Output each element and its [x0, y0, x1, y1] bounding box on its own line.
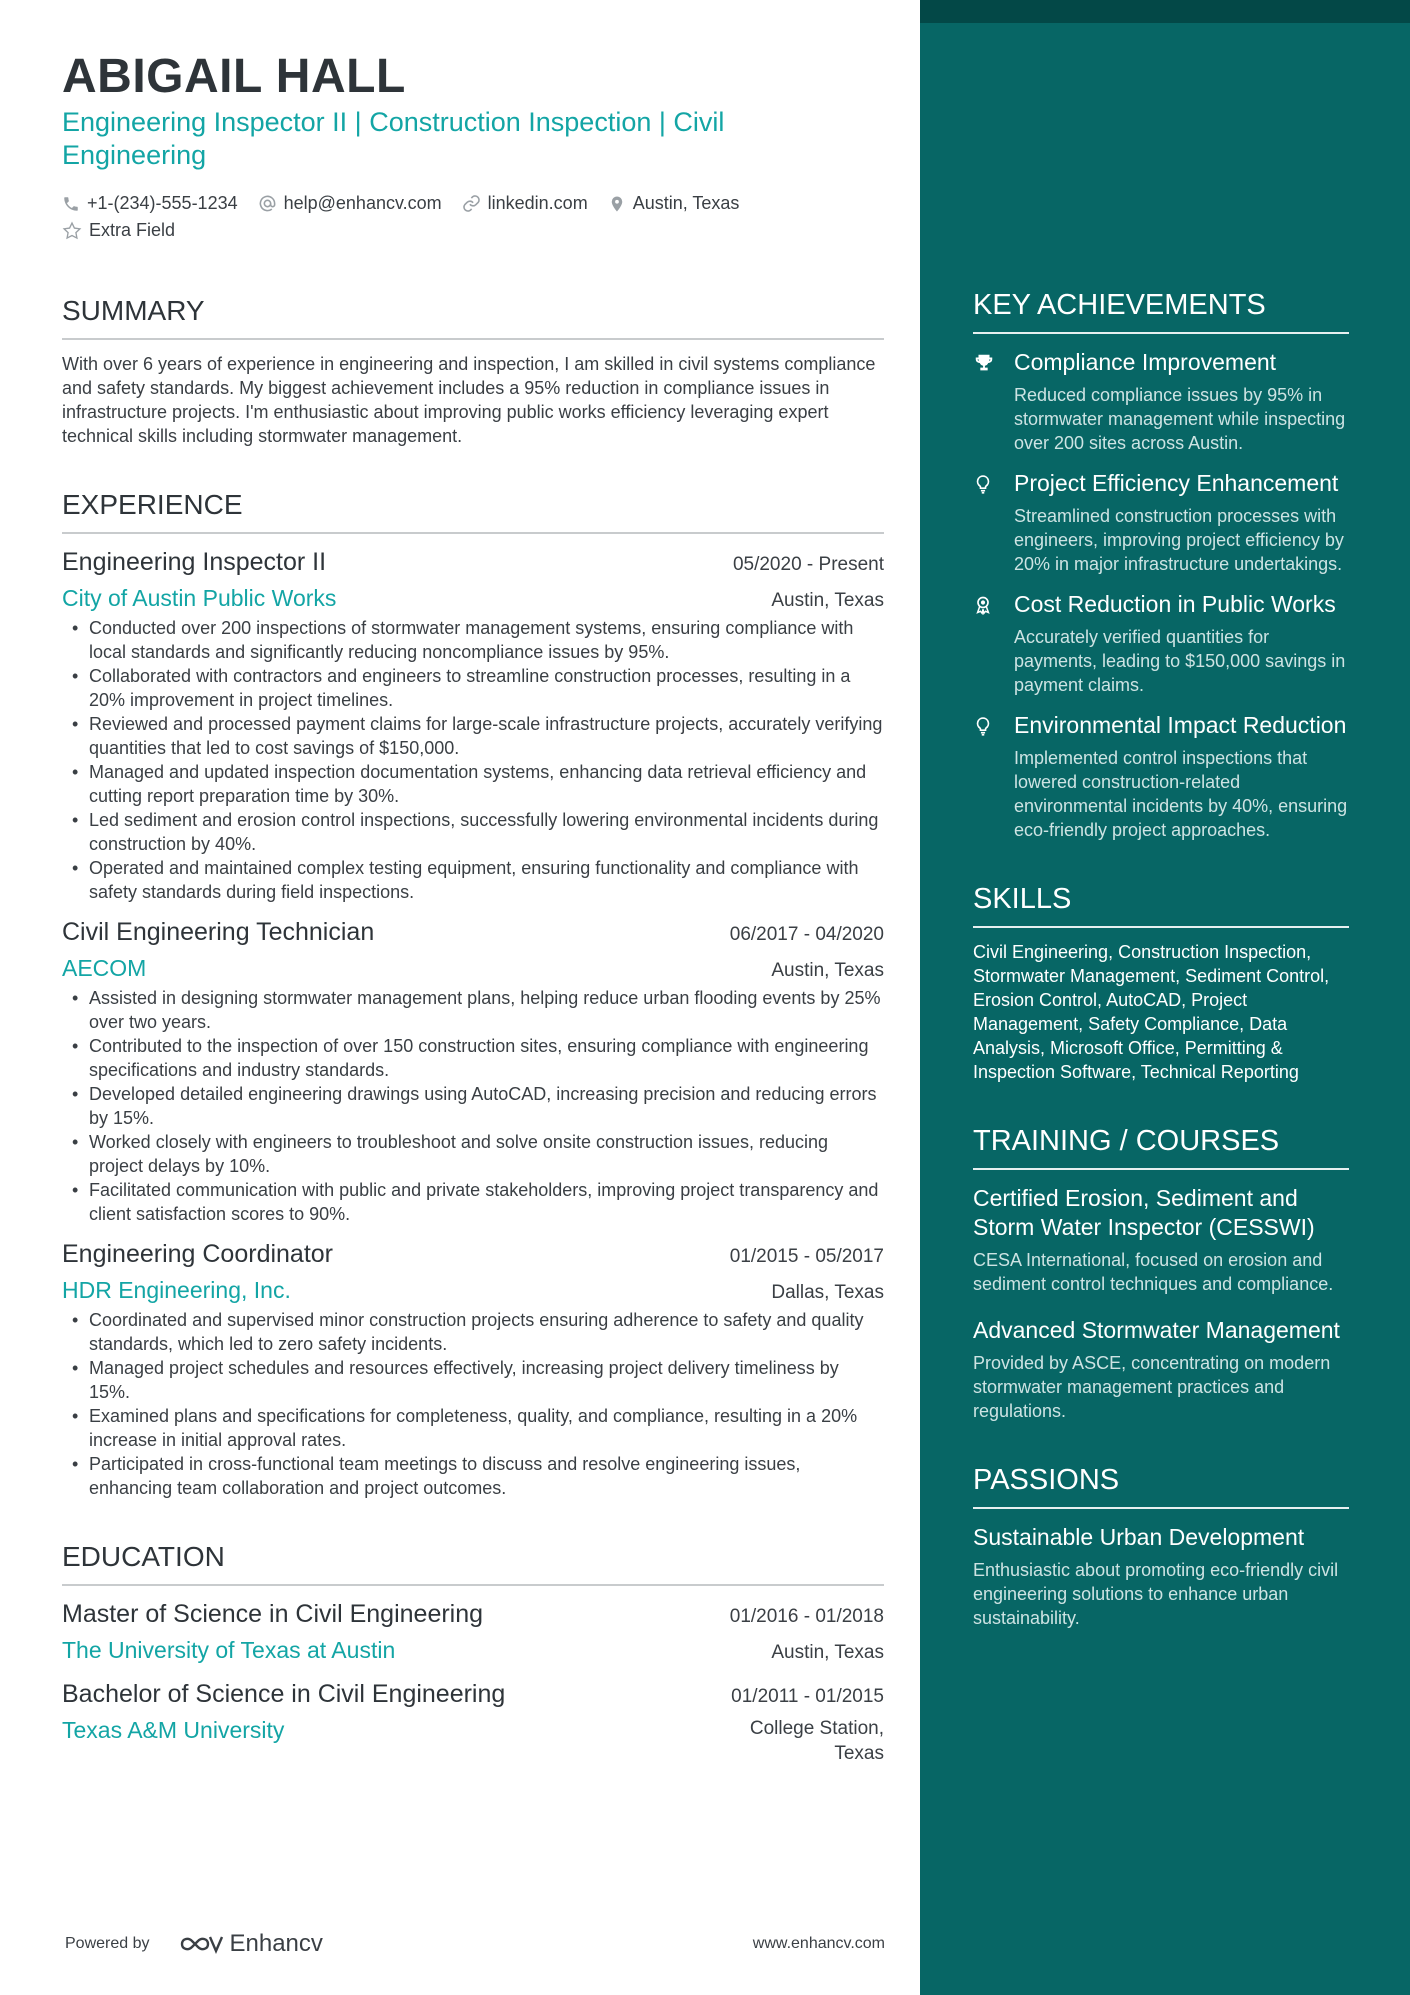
education-entry — [62, 1598, 884, 1666]
achievement-item — [973, 590, 1349, 697]
job-bullets — [62, 616, 884, 904]
bullet-item: • Reviewed and processed payment claims for large-scale infrastructure projects, accurately verifying quantities that led to cost savings of $150,000. — [62, 712, 884, 760]
bullet-item: • Conducted over 200 inspections of stormwater management systems, ensuring compliance with local standards and significantly reducing noncompliance issues by 95%. — [62, 616, 884, 664]
education-location: Austin, Texas — [771, 1642, 884, 1663]
skills-section — [973, 882, 1349, 1084]
course-item — [973, 1316, 1349, 1423]
location-text: Austin, Texas — [632, 193, 740, 213]
bullet-item: • Participated in cross-functional team meetings to discuss and resolve engineering issues, enhancing team collaboration and project outcomes. — [62, 1452, 884, 1500]
achievement-title: Environmental Impact Reduction — [1014, 712, 1347, 738]
achievement-title: Project Efficiency Enhancement — [1014, 470, 1339, 496]
job-role: Engineering Inspector II — [62, 548, 327, 576]
passions-section — [973, 1463, 1349, 1630]
brand-name: Enhancv — [229, 1930, 323, 1957]
contact-linkedin[interactable] — [462, 190, 588, 217]
achievement-desc: Reduced compliance issues by 95% in stormwater management while inspecting over 200 sites across Austin. — [1014, 385, 1346, 453]
education-section — [62, 1540, 884, 1766]
skills-title: SKILLS — [973, 882, 1349, 928]
bullet-item: • Contributed to the inspection of over 150 construction sites, ensuring compliance with engineering specifications and industry standards. — [62, 1034, 884, 1082]
bullet-item: • Led sediment and erosion control inspections, successfully lowering environmental incidents during construction by 40%. — [62, 808, 884, 856]
award-icon — [973, 594, 993, 616]
education-title: EDUCATION — [62, 1540, 884, 1586]
job-entry — [62, 546, 884, 904]
bullet-item: • Managed and updated inspection documentation systems, enhancing data retrieval efficiency and cutting report preparation time by 30%. — [62, 760, 884, 808]
at-icon — [258, 194, 277, 213]
degree: Bachelor of Science in Civil Engineering — [62, 1680, 506, 1708]
course-desc: CESA International, focused on erosion and sediment control techniques and compliance. — [973, 1250, 1334, 1294]
bullet-item: • Collaborated with contractors and engineers to streamline construction processes, resulting in a 20% improvement in project timelines. — [62, 664, 884, 712]
main-column — [62, 50, 884, 1766]
summary-section — [62, 294, 884, 448]
bullet-item: • Coordinated and supervised minor construction projects ensuring adherence to safety and quality standards, which led to zero safety incidents. — [62, 1308, 884, 1356]
achievement-desc: Implemented control inspections that lowered construction-related environmental incidents by 40%, ensuring eco-friendly project approaches. — [1014, 748, 1348, 840]
bullet-item: • Facilitated communication with public and private stakeholders, improving project transparency and client satisfaction scores to 90%. — [62, 1178, 884, 1226]
job-company: City of Austin Public Works — [62, 585, 337, 611]
sidebar — [920, 0, 1410, 1995]
job-location: Austin, Texas — [771, 590, 884, 611]
achievement-title: Cost Reduction in Public Works — [1014, 591, 1336, 617]
website-link[interactable]: www.enhancv.com — [752, 1935, 885, 1952]
achievement-item — [973, 348, 1349, 455]
location-pin-icon — [608, 195, 626, 213]
course-title: Certified Erosion, Sediment and Storm Water Inspector (CESSWI) — [973, 1185, 1315, 1240]
job-company: AECOM — [62, 955, 147, 981]
contact-phone[interactable] — [62, 190, 238, 217]
job-dates: 01/2015 - 05/2017 — [729, 1246, 884, 1267]
job-role: Civil Engineering Technician — [62, 918, 375, 946]
education-entry — [62, 1678, 884, 1766]
passion-desc: Enthusiastic about promoting eco-friendly civil engineering solutions to enhance urban sustainability. — [973, 1560, 1339, 1628]
passions-title: PASSIONS — [973, 1463, 1349, 1509]
contact-location — [608, 190, 740, 217]
course-title: Advanced Stormwater Management — [973, 1317, 1340, 1343]
training-title: TRAINING / COURSES — [973, 1124, 1349, 1170]
course-item — [973, 1184, 1349, 1296]
achievement-item — [973, 711, 1349, 842]
summary-title: SUMMARY — [62, 294, 884, 340]
passion-item — [973, 1523, 1349, 1630]
achievements-section — [973, 288, 1349, 842]
achievements-title: KEY ACHIEVEMENTS — [973, 288, 1349, 334]
achievement-desc: Accurately verified quantities for payments, leading to $150,000 savings in payment claims. — [1014, 627, 1346, 695]
bullet-item: • Assisted in designing stormwater management plans, helping reduce urban flooding events by 25% over two years. — [62, 986, 884, 1034]
bullet-item: • Examined plans and specifications for completeness, quality, and compliance, resulting in a 20% increase in initial approval rates. — [62, 1404, 884, 1452]
bullet-item: • Worked closely with engineers to troubleshoot and solve onsite construction issues, reducing project delays by 10%. — [62, 1130, 884, 1178]
phone-icon — [62, 195, 80, 213]
powered-by — [65, 1930, 323, 1958]
education-location — [750, 1716, 884, 1766]
candidate-name: ABIGAIL HALL — [62, 50, 406, 103]
extra-text: Extra Field — [89, 220, 176, 240]
course-desc: Provided by ASCE, concentrating on modern stormwater management practices and regulations. — [973, 1353, 1331, 1421]
email-text: help@enhancv.com — [283, 193, 442, 213]
contact-info — [62, 190, 862, 244]
lightbulb-icon — [973, 473, 993, 495]
link-icon — [462, 194, 481, 213]
job-dates: 06/2017 - 04/2020 — [729, 924, 884, 945]
lightbulb-icon — [973, 715, 993, 737]
job-entry — [62, 1238, 884, 1500]
experience-section — [62, 488, 884, 1500]
footer — [65, 1930, 885, 1958]
phone-text: +1-(234)-555-1234 — [87, 193, 238, 213]
education-dates: 01/2011 - 01/2015 — [731, 1686, 884, 1707]
job-entry — [62, 916, 884, 1226]
enhancv-logo-icon — [178, 1932, 224, 1956]
passion-title: Sustainable Urban Development — [973, 1524, 1305, 1550]
school: The University of Texas at Austin — [62, 1637, 396, 1663]
contact-email[interactable] — [258, 190, 442, 217]
job-dates: 05/2020 - Present — [732, 554, 884, 575]
job-location: Dallas, Texas — [771, 1282, 884, 1303]
experience-title: EXPERIENCE — [62, 488, 884, 534]
bullet-item: • Managed project schedules and resources effectively, increasing project delivery timeliness by 15%. — [62, 1356, 884, 1404]
bullet-item: • Operated and maintained complex testing equipment, ensuring functionality and compliance with safety standards during field inspections. — [62, 856, 884, 904]
job-role: Engineering Coordinator — [62, 1240, 334, 1268]
job-bullets — [62, 1308, 884, 1500]
trophy-icon — [973, 352, 995, 374]
headline: Engineering Inspector II | Construction Inspection | Civil Engineering — [62, 107, 725, 170]
sidebar-top-bar — [920, 0, 1410, 23]
achievement-item — [973, 469, 1349, 576]
education-location-line: Texas — [834, 1743, 884, 1764]
job-bullets — [62, 986, 884, 1226]
degree: Master of Science in Civil Engineering — [62, 1600, 484, 1628]
school: Texas A&M University — [62, 1717, 285, 1743]
star-icon — [62, 221, 82, 241]
job-location: Austin, Texas — [771, 960, 884, 981]
achievement-title: Compliance Improvement — [1014, 349, 1277, 375]
enhancv-logo[interactable] — [178, 1930, 323, 1958]
summary-text: With over 6 years of experience in engineering and inspection, I am skilled in civil systems compliance and safety standards. My biggest achievement includes a 95% reduction in compliance issues in infrastructure projects. I'm enthusiastic about improving public works efficiency leveraging expert technical skills including stormwater management. — [62, 354, 876, 446]
bullet-item: • Developed detailed engineering drawings using AutoCAD, increasing precision and reducing errors by 15%. — [62, 1082, 884, 1130]
education-location-line: College Station, — [749, 1718, 884, 1739]
contact-extra — [62, 217, 175, 244]
achievement-desc: Streamlined construction processes with engineers, improving project efficiency by 20% in major infrastructure undertakings. — [1014, 506, 1344, 574]
education-dates: 01/2016 - 01/2018 — [729, 1606, 884, 1627]
job-company: HDR Engineering, Inc. — [62, 1277, 291, 1303]
powered-by-label: Powered by — [65, 1935, 150, 1952]
sidebar-content — [973, 288, 1349, 1630]
skills-list: Civil Engineering, Construction Inspection, Stormwater Management, Sediment Control, Erosion Control, AutoCAD, Project Management, Safety Compliance, Data Analysis, Microsoft Office, Permitting & Inspection Software, Technical Reporting — [973, 942, 1330, 1082]
linkedin-text: linkedin.com — [487, 193, 588, 213]
training-section — [973, 1124, 1349, 1423]
